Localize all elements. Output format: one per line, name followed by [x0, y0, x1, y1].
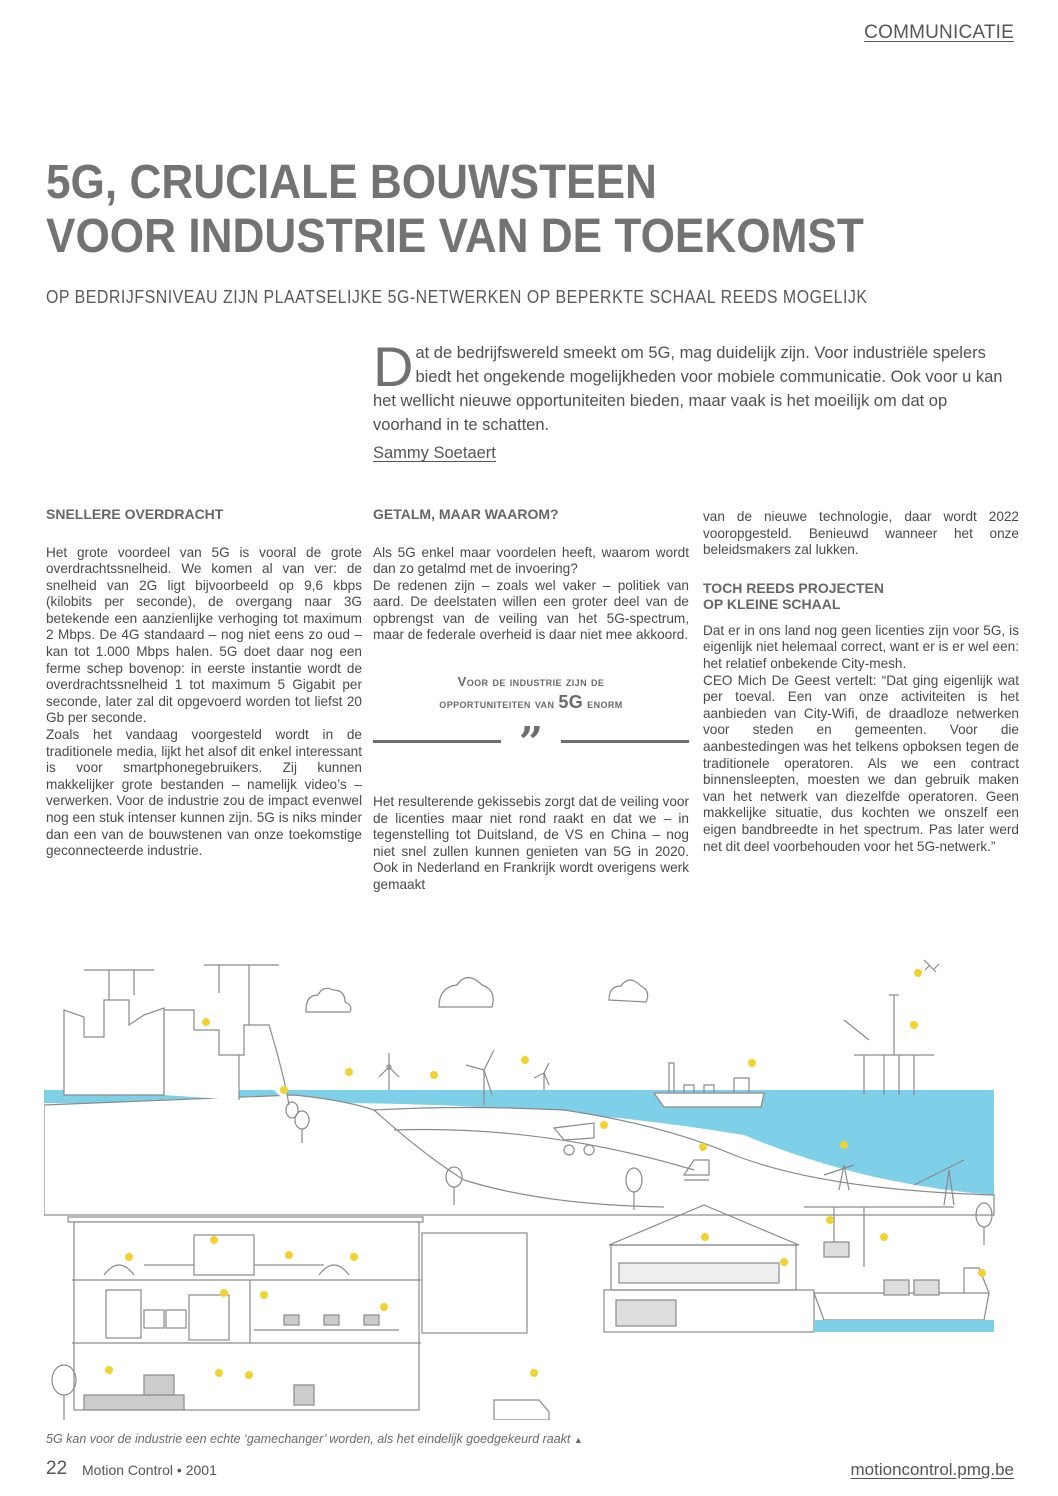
industry-5g-illustration [44, 955, 1020, 1420]
pull-quote [373, 672, 689, 714]
heading-line-2: OP KLEINE SCHAAL [703, 596, 841, 613]
column-3 [703, 509, 1019, 855]
col2-paragraph-3: Het resulterende gekissebis zorgt dat de veiling voor de licenties maar niet rond raakt en dat we – in tegenstelling tot Duitsland, de VS en China – nog niet snel zullen kunnen genieten van 5G in 2020. Ook in Nederland en Frankrijk wordt overigens werk gemaakt [373, 794, 689, 893]
pull-quote-5g: 5G [558, 692, 584, 713]
article-subtitle: OP BEDRIJFSNIVEAU ZIJN PLAATSELIJKE 5G-NETWERKEN OP BEPERKTE SCHAAL REEDS MOGELIJK [46, 286, 868, 307]
website-link[interactable]: motioncontrol.pmg.be [850, 1460, 1014, 1479]
intro-text: at de bedrijfswereld smeekt om 5G, mag duidelijk zijn. Voor industriële spelers biedt het ongekende mogelijkheden voor mobiele communicatie. Ook voor u kan het wellicht nieuwe opportuniteiten bieden, maar vaak is het moeilijk om dat op voorhand in te schatten. [373, 344, 1003, 434]
caption-text: 5G kan voor de industrie een echte ‘gamechanger’ worden, als het eindelijk goedgekeurd raakt [46, 1432, 571, 1446]
col3-paragraph-0: van de nieuwe technologie, daar wordt 2022 vooropgesteld. Benieuwd wanneer het onze beleidsmakers zal lukken. [703, 509, 1019, 558]
pull-quote-line-2 [373, 692, 689, 714]
drop-cap: D [373, 335, 414, 398]
heading-toch-reeds-projecten [703, 580, 1019, 613]
pull-quote-line-1: Voor de industrie zijn de [457, 674, 605, 690]
section-tag: COMMUNICATIE [864, 22, 1014, 43]
divider-line-left [373, 740, 501, 743]
col1-paragraph-2: Zoals het vandaag voorgesteld wordt in de traditionele media, lijkt het alsof dit enkel interessant is voor smartphonegebruikers. Zij kunnen makkelijker grote bestanden – namelijk video’s – verwerken. Voor de industrie zou de impact evenwel nog een stuk intenser kunnen zijn. 5G is niks minder dan een van de bouwstenen van onze toekomstige geconnecteerde industrie. [46, 727, 362, 859]
column-2 [373, 506, 689, 894]
col3-paragraph-1: Dat er in ons land nog geen licenties zijn voor 5G, is eigenlijk niet helemaal correct, want er is er wel een: het relatief onbekende City-mesh. [703, 622, 1019, 671]
quote-mark-icon: ” [518, 718, 544, 768]
pull-quote-text: enorm [583, 696, 623, 712]
magazine-name: Motion Control • 2001 [82, 1462, 217, 1478]
col3-paragraph-2: CEO Mich De Geest vertelt: “Dat ging eigenlijk wat per toeval. Een van onze activiteiten is het aanbieden van City-Wifi, de draadloze netwerken voor steden en gemeenten. Voor die aanbestedingen was het telkens opboksen tegen de traditionele operatoren. Als we een contract binnensleepten, moesten we dan gebruik maken van het netwerk van diezelfde operatoren. Geen makkelijke situatie, dus kochten we onszelf een eigen bandbreedte in het spectrum. Pas later werd net dit deel voorbehouden voor het 5G-netwerk.” [703, 672, 1019, 854]
caption-arrow-icon: ▲ [573, 1435, 583, 1445]
intro-paragraph [373, 335, 1013, 437]
heading-line-1: TOCH REEDS PROJECTEN [703, 579, 884, 596]
page-number: 22 [46, 1458, 68, 1479]
col1-paragraph-1: Het grote voordeel van 5G is vooral de grote overdrachtssnelheid. We komen al van ver: de snelheid van 2G ligt bijvoorbeeld op 9,6 kbps (kilobits per seconde), de overgang naar 3G betekende een aanzienlijke verhoging tot maximum 2 Mbps. De 4G standaard – nog niet eens zo oud – kan tot 1.000 Mbps halen. 5G doet daar nog een ferme schep bovenop: in eerste instantie wordt de overdrachtssnelheid 1 tot maximum 5 Gigabit per seconde, later zal dit opgevoerd worden tot liefst 20 Gb per seconde. [46, 544, 362, 726]
article-title [46, 156, 929, 264]
column-1 [46, 506, 362, 860]
heading-getalm-maar-waarom: GETALM, MAAR WAAROM? [373, 506, 559, 522]
col2-paragraph-2: De redenen zijn – zoals wel vaker – politiek van aard. De deelstaten willen een groter deel van de opbrengst van de veiling van het 5G-spectrum, maar de federale overheid is daar niet mee akkoord. [373, 577, 689, 643]
title-line-1: 5G, CRUCIALE BOUWSTEEN [46, 156, 657, 209]
col2-paragraph-1: Als 5G enkel maar voordelen heeft, waarom wordt dan zo getalmd met de invoering? [373, 544, 689, 577]
author-link[interactable]: Sammy Soetaert [373, 444, 496, 462]
title-line-2: VOOR INDUSTRIE VAN DE TOEKOMST [46, 210, 864, 263]
illustration-caption [46, 1432, 583, 1446]
pull-quote-text: opportuniteiten van [439, 696, 559, 712]
quote-divider [373, 718, 689, 768]
divider-line-right [561, 740, 689, 743]
heading-snellere-overdracht: SNELLERE OVERDRACHT [46, 506, 224, 522]
